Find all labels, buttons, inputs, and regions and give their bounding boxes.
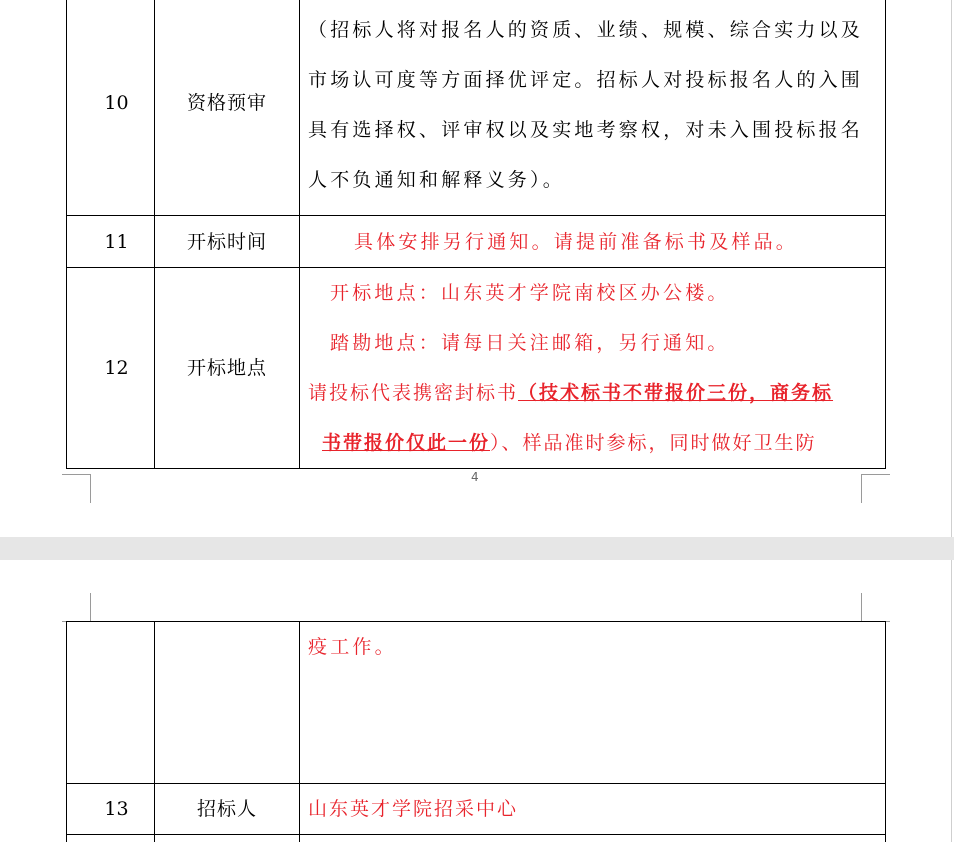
bid-info-table-page-2 (66, 621, 886, 842)
row-item: 资格预审 (155, 0, 300, 216)
row-number: 12 (67, 268, 155, 469)
row-content: 疫工作。 (300, 622, 886, 784)
row-item (155, 835, 300, 842)
content-line: 市场认可度等方面择优评定。招标人对投标报名人的入围 (308, 69, 864, 91)
row-content (300, 835, 886, 842)
row-number (67, 835, 155, 842)
page-separator (0, 537, 954, 560)
document-page-2 (0, 560, 954, 842)
row-content (300, 268, 886, 469)
table-row (67, 216, 886, 268)
page-edge (951, 0, 952, 537)
row-number (67, 622, 155, 784)
page-corner-mark (861, 593, 890, 622)
page-corner-mark (62, 593, 91, 622)
row-item: 开标地点 (155, 268, 300, 469)
table-row (67, 784, 886, 835)
content-line: 请投标代表携密封标书（技术标书不带报价三份，商务标 (308, 382, 834, 404)
content-line: 具有选择权、评审权以及实地考察权，对未入围投标报名 (308, 119, 864, 141)
table-row (67, 0, 886, 216)
content-line: 开标地点：山东英才学院南校区办公楼。 (330, 282, 730, 304)
row-item: 招标人 (155, 784, 300, 835)
row-content (300, 0, 886, 216)
content-line: 书带报价仅此一份）、样品准时参标，同时做好卫生防 (322, 432, 817, 454)
row-number: 10 (67, 0, 155, 216)
row-number: 11 (67, 216, 155, 268)
table-row (67, 835, 886, 842)
content-line: （招标人将对报名人的资质、业绩、规模、综合实力以及 (308, 19, 864, 41)
page-corner-mark (62, 474, 91, 503)
content-line: 人不负通知和解释义务）。 (308, 169, 565, 191)
content-line: 踏勘地点：请每日关注邮箱，另行通知。 (330, 332, 730, 354)
page-number: 4 (471, 470, 479, 484)
table-row (67, 268, 886, 469)
row-item (155, 622, 300, 784)
table-row (67, 622, 886, 784)
page-corner-mark (861, 474, 890, 503)
row-item: 开标时间 (155, 216, 300, 268)
row-content: 具体安排另行通知。请提前准备标书及样品。 (300, 216, 886, 268)
row-number: 13 (67, 784, 155, 835)
row-content: 山东英才学院招采中心 (300, 784, 886, 835)
bid-info-table-page-1 (66, 0, 886, 469)
page-edge (951, 560, 952, 842)
